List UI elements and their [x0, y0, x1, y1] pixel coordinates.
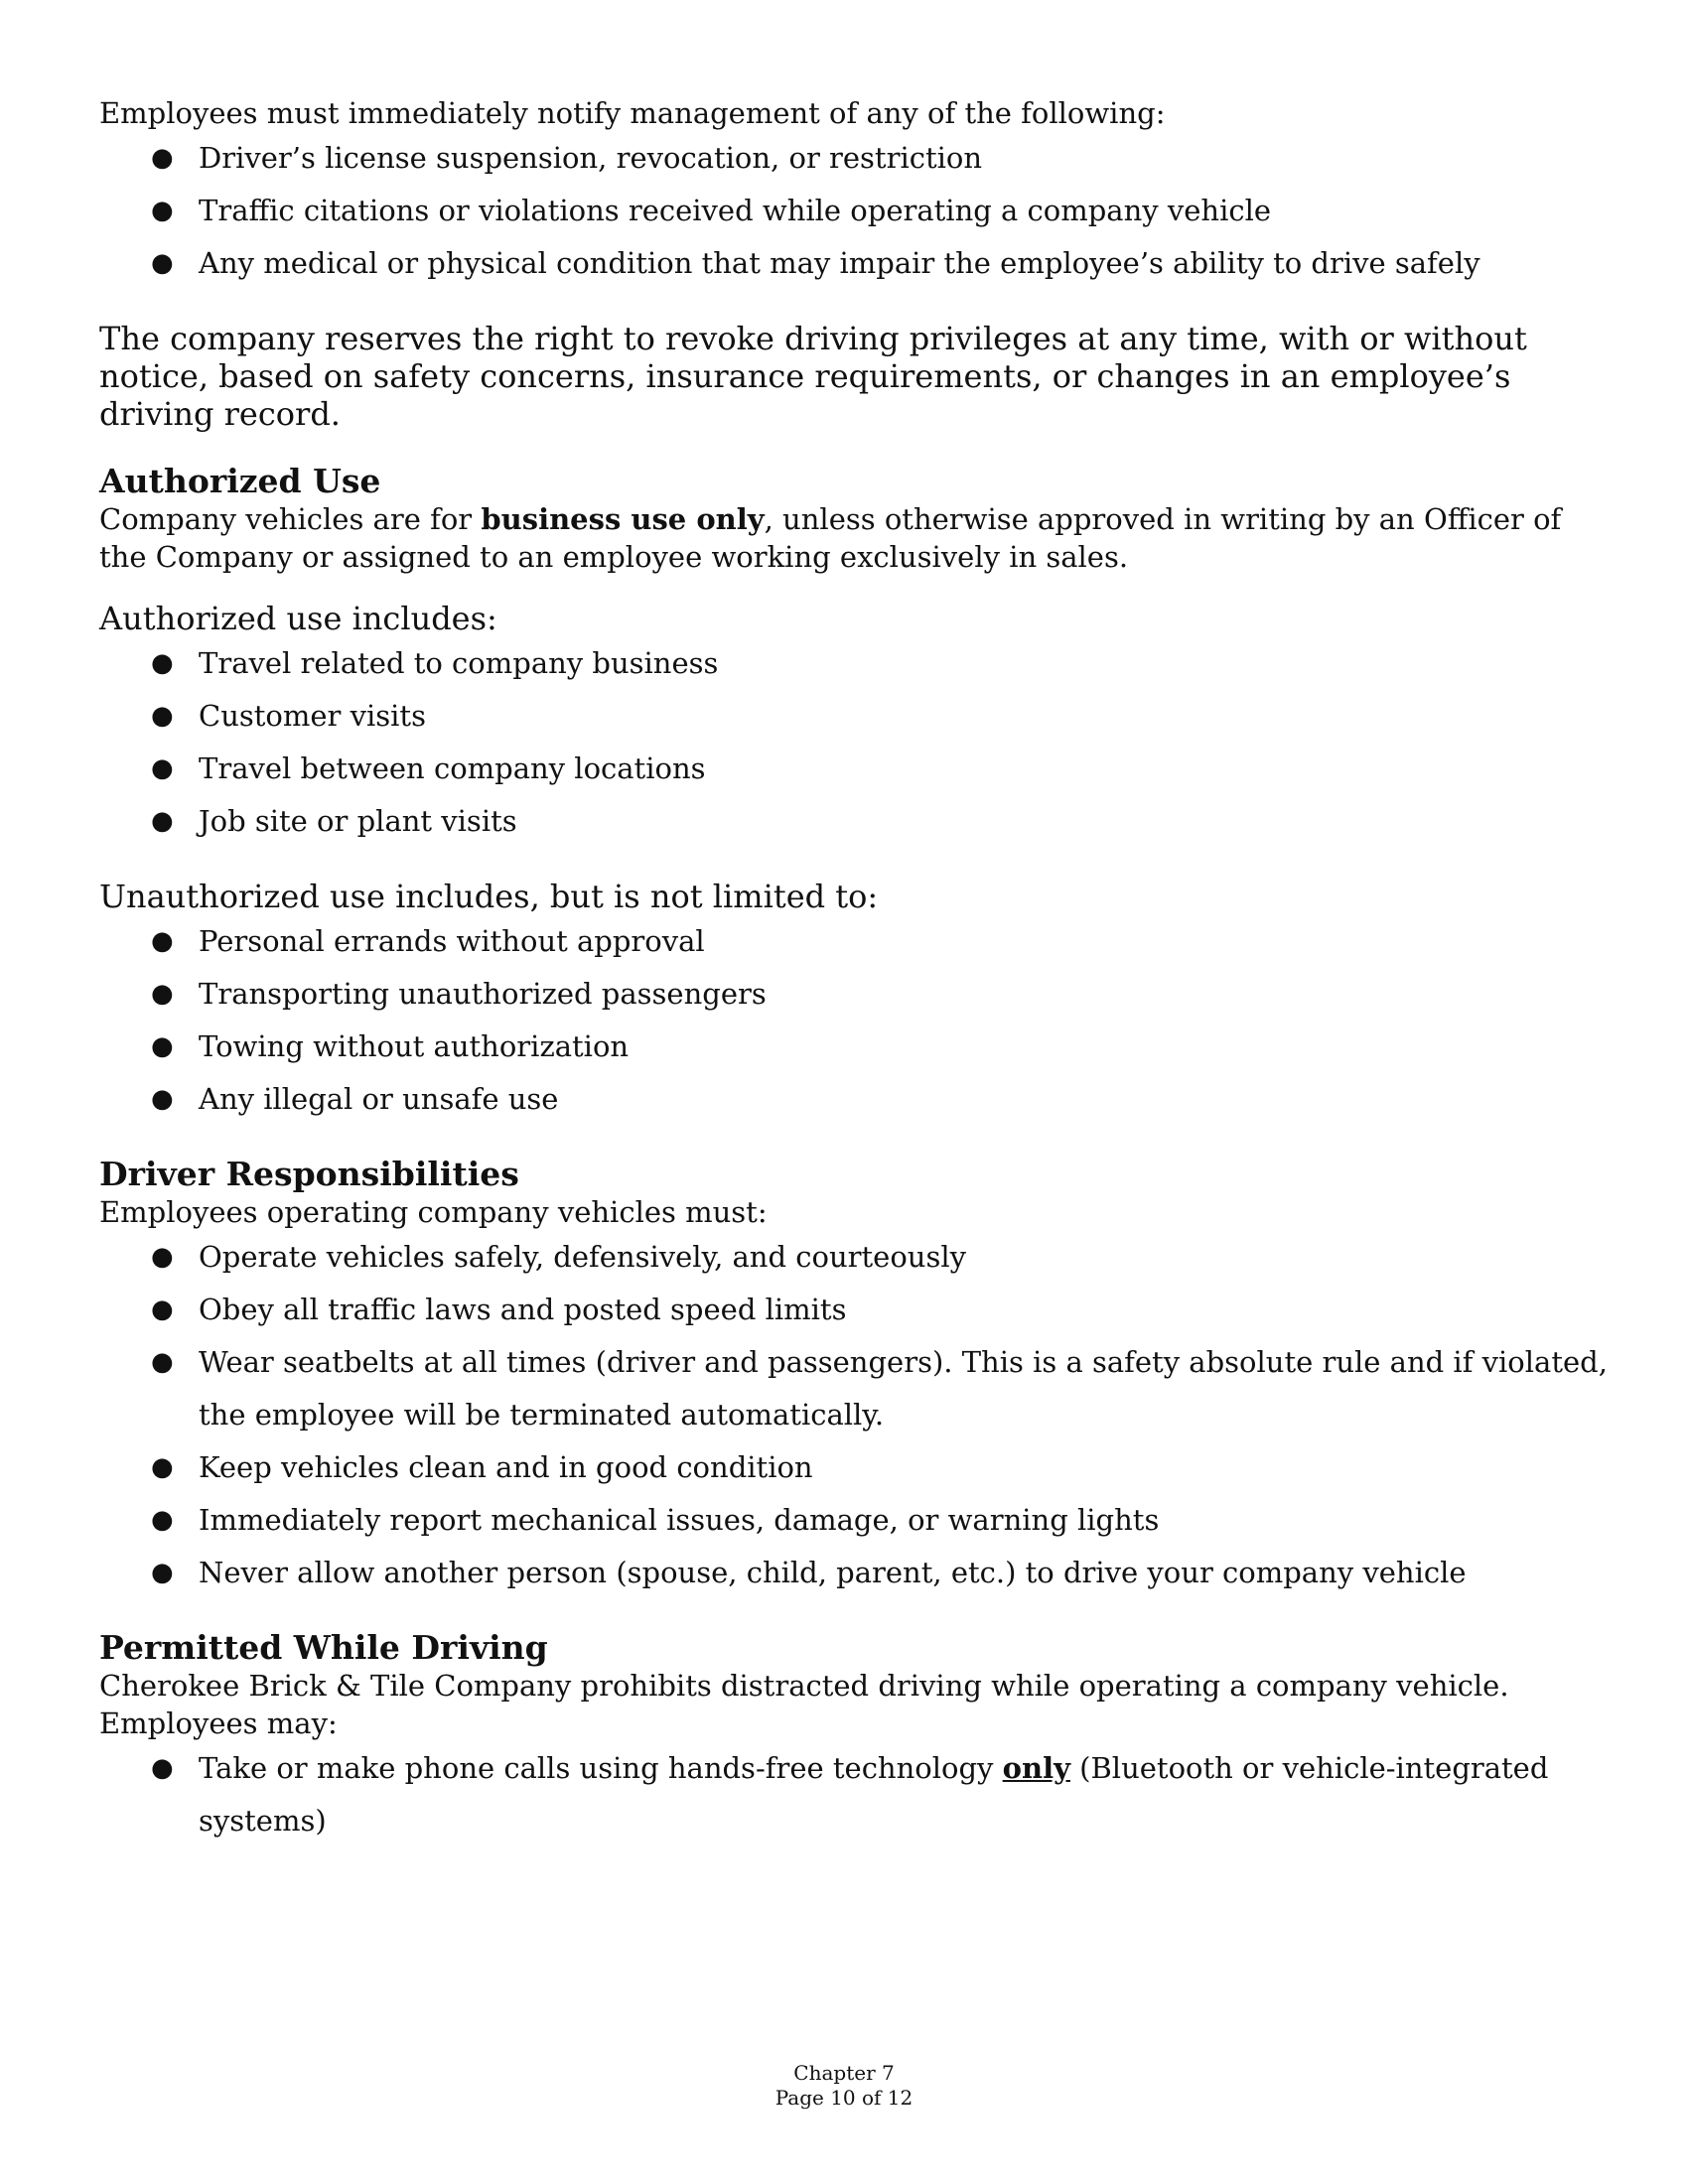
permitted-line-1: Cherokee Brick & Tile Company prohibits distracted driving while operating a company vehicle. [99, 1669, 1509, 1703]
page-footer [0, 2061, 1688, 2111]
list-item: ● Take or make phone calls using hands-free technology only (Bluetooth or vehicle-integrated systems) [99, 1742, 1609, 1847]
authorized-use-paragraph: Company vehicles are for business use only, unless otherwise approved in writing by an Officer of the Company or assigned to an employee working exclusively in sales. [99, 502, 1562, 574]
list-item: ● Any illegal or unsafe use [99, 1073, 1609, 1126]
bullet-icon: ● [151, 1031, 174, 1061]
unauthorized-list [99, 915, 1609, 1126]
bullet-icon: ● [151, 701, 174, 731]
bullet-icon: ● [151, 248, 174, 278]
list-item: ● Transporting unauthorized passengers [99, 968, 1609, 1021]
authorized-list [99, 637, 1609, 848]
bullet-icon: ● [151, 648, 174, 678]
permitted-line-2: Employees may: [99, 1706, 338, 1740]
bullet-icon: ● [151, 1084, 174, 1114]
list-item: ● Obey all traffic laws and posted speed limits [99, 1284, 1609, 1336]
bullet-icon: ● [151, 1242, 174, 1272]
list-item: ● Job site or plant visits [99, 795, 1609, 848]
list-item: ● Towing without authorization [99, 1021, 1609, 1073]
bullet-icon: ● [151, 1558, 174, 1587]
authorized-use-label: Authorized use includes: [99, 600, 497, 637]
bullet-icon: ● [151, 979, 174, 1009]
list-item: ● Customer visits [99, 690, 1609, 743]
list-item: ● Travel related to company business [99, 637, 1609, 690]
bullet-icon: ● [151, 926, 174, 956]
intro-text: Employees must immediately notify management of any of the following: [99, 96, 1166, 130]
bullet-icon: ● [151, 1347, 174, 1377]
list-item: ● Traffic citations or violations received while operating a company vehicle [99, 185, 1609, 237]
business-use-emphasis: business use only [481, 502, 765, 536]
list-item: ● Wear seatbelts at all times (driver and passengers). This is a safety absolute rule and if violated, the employee will be terminated automatically. [99, 1336, 1609, 1441]
revoke-paragraph: The company reserves the right to revoke driving privileges at any time, with or without notice, based on safety concerns, insurance requirements, or changes in an employee’s driving record. [99, 320, 1527, 433]
only-emphasis: only [1002, 1751, 1070, 1785]
permitted-list [99, 1742, 1609, 1847]
bullet-icon: ● [151, 806, 174, 836]
footer-chapter: Chapter 7 [793, 2061, 895, 2085]
footer-page-number: Page 10 of 12 [774, 2086, 914, 2110]
driver-responsibilities-heading: Driver Responsibilities [99, 1155, 519, 1193]
list-item: ● Personal errands without approval [99, 915, 1609, 968]
list-item: ● Never allow another person (spouse, child, parent, etc.) to drive your company vehicle [99, 1547, 1609, 1599]
authorized-use-heading: Authorized Use [99, 462, 381, 500]
bullet-icon: ● [151, 1295, 174, 1324]
list-item: ● Any medical or physical condition that may impair the employee’s ability to drive safely [99, 237, 1609, 290]
list-item: ● Travel between company locations [99, 743, 1609, 795]
bullet-icon: ● [151, 1753, 174, 1783]
driver-responsibilities-intro: Employees operating company vehicles must: [99, 1195, 768, 1229]
notify-list [99, 132, 1609, 290]
unauthorized-use-label: Unauthorized use includes, but is not limited to: [99, 878, 879, 915]
permitted-while-driving-heading: Permitted While Driving [99, 1628, 548, 1667]
document-page [99, 94, 1609, 1847]
bullet-icon: ● [151, 143, 174, 173]
list-item: ● Keep vehicles clean and in good condition [99, 1441, 1609, 1494]
bullet-icon: ● [151, 1505, 174, 1535]
list-item: ● Driver’s license suspension, revocation, or restriction [99, 132, 1609, 185]
list-item: ● Immediately report mechanical issues, damage, or warning lights [99, 1494, 1609, 1547]
bullet-icon: ● [151, 1452, 174, 1482]
bullet-icon: ● [151, 753, 174, 783]
list-item: ● Operate vehicles safely, defensively, and courteously [99, 1231, 1609, 1284]
responsibilities-list [99, 1231, 1609, 1599]
bullet-icon: ● [151, 196, 174, 225]
